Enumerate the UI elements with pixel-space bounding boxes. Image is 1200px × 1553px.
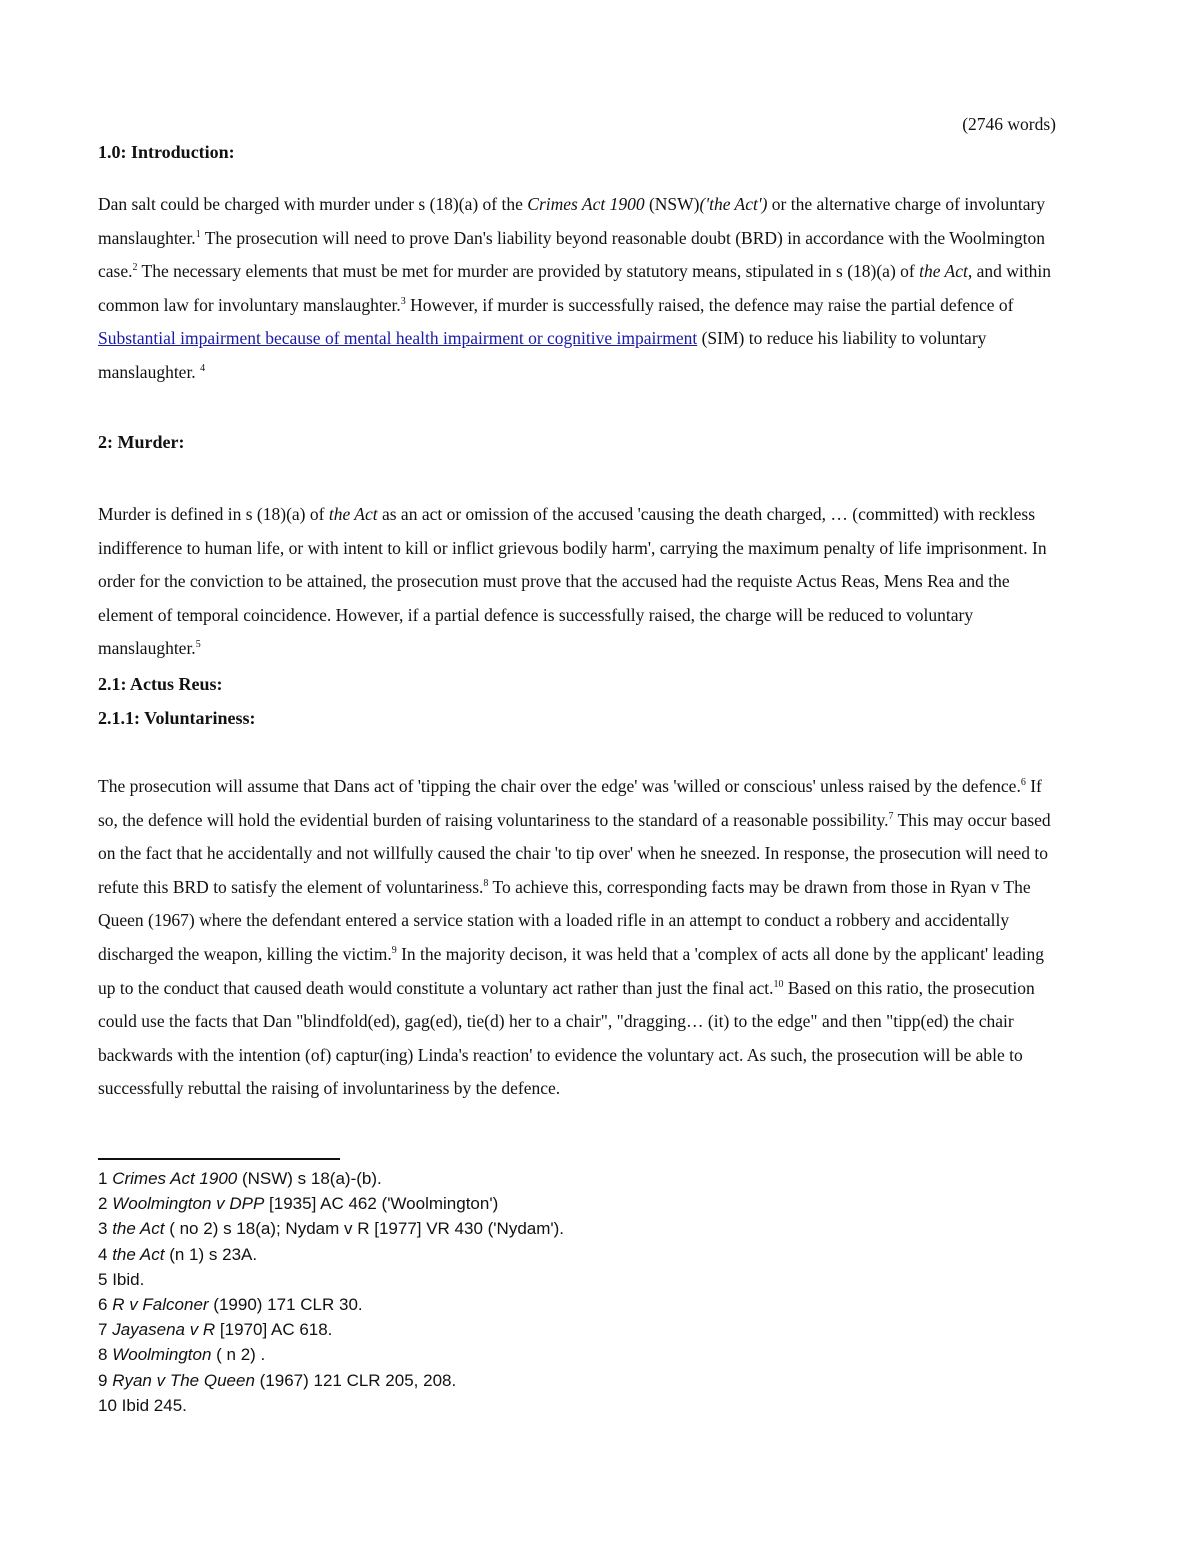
intro-text: or the alternative charge of involuntary manslaughter. <box>98 194 1046 248</box>
footnote-item: 3 the Act ( no 2) s 18(a); Nydam v R [1977] VR 430 ('Nydam'). <box>98 1219 565 1239</box>
footnote-ref[interactable]: 7 <box>888 810 894 822</box>
murder-text: as an act or omission of the accused 'causing the death charged, … (committed) with reckless indifference to human life, or with intent to kill or inflict grievous bodily harm', carrying the maximum penalty of life imprisonment. In order for the conviction to be attained, the prosecution must prove that the accused had the requiste Actus Reas, Mens Rea and the element of temporal coincidence. However, if a partial defence is successfully raised, the charge will be reduced to voluntary manslaughter. <box>98 504 1047 659</box>
actus-text: In the majority decison, it was held that a 'complex of acts all done by the applicant' leading up to the conduct that caused death would constitute a voluntary act rather than just the final act. <box>98 943 1045 998</box>
footnotes-list <box>98 1166 1058 1418</box>
actus-text: The prosecution will assume that Dans act of 'tipping the chair over the edge' was 'willed or conscious' unless raised by the defence. <box>98 776 1021 796</box>
actus-text: This may occur based on the fact that he accidentally and not willfully caused the chair 'to tip over' when he sneezed. In response, the prosecution will need to refute this BRD to satisfy the element of voluntariness. <box>98 809 1051 897</box>
murder-paragraph <box>98 498 1058 666</box>
act-abbrev: the Act <box>328 504 378 524</box>
footnote-ref[interactable]: 3 <box>400 295 406 307</box>
footnote-item: 5 Ibid. <box>98 1269 145 1289</box>
sim-hyperlink[interactable]: Substantial impairment because of mental health impairment or cognitive impairment <box>98 328 698 349</box>
heading-voluntariness: 2.1.1: Voluntariness: <box>98 708 256 728</box>
footnote-ref[interactable]: 2 <box>132 262 138 274</box>
heading-murder: 2: Murder: <box>98 432 185 452</box>
footnote-ref[interactable]: 9 <box>391 945 397 957</box>
actus-text: If so, the defence will hold the evidential burden of raising voluntariness to the standard of a reasonable possibility. <box>98 776 1042 830</box>
act-abbrev: the Act <box>919 261 968 282</box>
footnote-item: 7 Jayasena v R [1970] AC 618. <box>98 1320 333 1340</box>
footnote-ref[interactable]: 8 <box>483 877 489 889</box>
intro-text: The prosecution will need to prove Dan's liability beyond reasonable doubt (BRD) in accordance with the Woolmington case. <box>98 227 1045 282</box>
act-title: Crimes Act 1900 <box>527 194 645 214</box>
intro-text: However, if murder is successfully raised, the defence may raise the partial defence of <box>405 294 1014 315</box>
act-abbrev: ('the Act') <box>699 194 768 214</box>
footnote-item: 2 Woolmington v DPP [1935] AC 462 ('Woolmington') <box>98 1194 499 1214</box>
footnote-separator <box>98 1158 340 1160</box>
word-count: (2746 words) <box>962 114 1056 134</box>
intro-text: (NSW) <box>644 194 700 214</box>
footnote-item: 10 Ibid 245. <box>98 1395 187 1415</box>
intro-text: (SIM) to reduce his liability to voluntary manslaughter. <box>98 328 987 382</box>
heading-actus-reus: 2.1: Actus Reus: <box>98 674 223 694</box>
intro-paragraph <box>98 188 1058 390</box>
intro-text: The necessary elements that must be met for murder are provided by statutory means, stipulated in s (18)(a) of <box>137 261 920 282</box>
heading-introduction: 1.0: Introduction: <box>98 142 235 162</box>
intro-text: , and within common law for involuntary manslaughter. <box>98 261 1051 315</box>
footnote-ref[interactable]: 4 <box>200 363 206 375</box>
footnote-item: 8 Woolmington ( n 2) . <box>98 1345 266 1365</box>
voluntariness-paragraph <box>98 770 1058 1106</box>
footnote-item: 9 Ryan v The Queen (1967) 121 CLR 205, 208. <box>98 1370 457 1390</box>
footnote-item: 6 R v Falconer (1990) 171 CLR 30. <box>98 1295 363 1315</box>
actus-text: Based on this ratio, the prosecution could use the facts that Dan "blindfold(ed), gag(ed), tie(d) her to a chair", "dragging… (it) to the edge" and then "tipp(ed) the chair backwards with the intention (of) captur(ing) Linda's reaction' to evidence the voluntary act. As such, the prosecution will be able to successfully rebuttal the raising of involuntariness by the defence. <box>98 977 1035 1099</box>
footnote-item: 4 the Act (n 1) s 23A. <box>98 1244 258 1264</box>
intro-text: Dan salt could be charged with murder under s (18)(a) of the <box>98 194 528 214</box>
footnote-ref[interactable]: 6 <box>1020 777 1026 789</box>
footnote-item: 1 Crimes Act 1900 (NSW) s 18(a)-(b). <box>98 1169 382 1188</box>
footnote-ref[interactable]: 10 <box>773 978 784 990</box>
footnote-ref[interactable]: 5 <box>195 639 201 651</box>
footnote-ref[interactable]: 1 <box>195 228 201 240</box>
murder-text: Murder is defined in s (18)(a) of <box>98 504 329 524</box>
actus-text: To achieve this, corresponding facts may be drawn from those in Ryan v The Queen (1967) where the defendant entered a service station with a loaded rifle in an attempt to conduct a robbery and accidentally discharged the weapon, killing the victim. <box>98 876 1031 964</box>
